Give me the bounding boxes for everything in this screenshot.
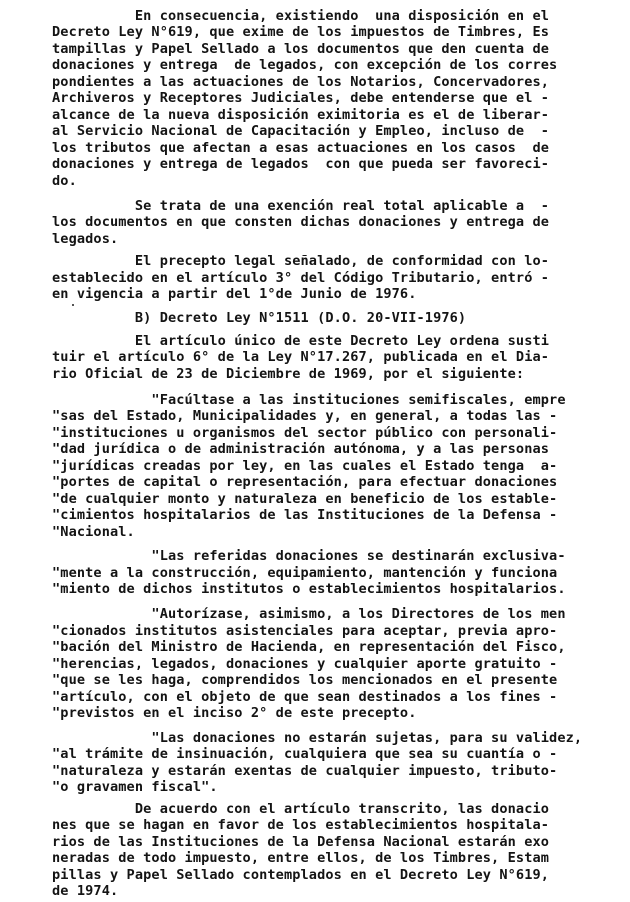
text-line: do. bbox=[52, 173, 77, 189]
text-line: legados. bbox=[52, 231, 119, 247]
quote-line: "instituciones u organismos del sector público con personali- bbox=[52, 425, 558, 441]
text-line: El artículo único de este Decreto Ley ordena susti bbox=[52, 333, 550, 349]
quote-line: "Las donaciones no estarán sujetas, para su validez, bbox=[52, 730, 583, 746]
quote-line: "cimientos hospitalarios de las Instituciones de la Defensa - bbox=[52, 507, 558, 523]
quote-line: "mente a la construcción, equipamiento, mantención y funciona bbox=[52, 565, 558, 581]
text-line: Archiveros y Receptores Judiciales, debe entenderse que el - bbox=[52, 90, 550, 106]
text-line: donaciones y entrega de legados, con excepción de los corres bbox=[52, 57, 558, 73]
text-line: tampillas y Papel Sellado a los documentos que den cuenta de bbox=[52, 41, 550, 57]
text-line: los tributos que afectan a esas actuaciones en los casos de bbox=[52, 140, 550, 156]
quote-line: "jurídicas creadas por ley, en las cuales el Estado tenga a- bbox=[52, 458, 558, 474]
quote-line: "Facúltase a las instituciones semifiscales, empre bbox=[52, 392, 566, 408]
text-line: El precepto legal señalado, de conformidad con lo- bbox=[52, 253, 550, 269]
text-line: los documentos en que consten dichas donaciones y entrega de bbox=[52, 214, 550, 230]
quote-line: "miento de dichos institutos o establecimientos hospitalarios. bbox=[52, 581, 566, 597]
quote-line: "sas del Estado, Municipalidades y, en general, a todas las - bbox=[52, 408, 558, 424]
quote-line: "de cualquier monto y naturaleza en beneficio de los estable- bbox=[52, 491, 558, 507]
quote-line: "cionados institutos asistenciales para aceptar, previa apro- bbox=[52, 623, 558, 639]
margin-mark bbox=[72, 304, 74, 306]
quote-line: "previstos en el inciso 2° de este precepto. bbox=[52, 705, 417, 721]
text-line: En consecuencia, existiendo una disposición en el bbox=[52, 8, 550, 24]
text-line: al Servicio Nacional de Capacitación y Empleo, incluso de - bbox=[52, 123, 550, 139]
quote-line: "Nacional. bbox=[52, 524, 135, 540]
text-line: pillas y Papel Sellado contemplados en el Decreto Ley N°619, bbox=[52, 867, 550, 883]
text-line: tuir el artículo 6° de la Ley N°17.267, publicada en el Dia- bbox=[52, 349, 550, 365]
quote-line: "al trámite de insinuación, cualquiera que sea su cuantía o - bbox=[52, 746, 558, 762]
text-line: Decreto Ley N°619, que exime de los impuestos de Timbres, Es bbox=[52, 24, 550, 40]
text-line: de 1974. bbox=[52, 883, 119, 899]
quote-line: "dad jurídica o de administración autónoma, y a las personas bbox=[52, 441, 550, 457]
section-heading: B) Decreto Ley N°1511 (D.O. 20-VII-1976) bbox=[52, 310, 467, 326]
text-line: alcance de la nueva disposición eximitoria es el de liberar- bbox=[52, 107, 550, 123]
text-line: establecido en el artículo 3° del Código Tributario, entró - bbox=[52, 270, 550, 286]
quote-line: "bación del Ministro de Hacienda, en representación del Fisco, bbox=[52, 639, 566, 655]
quote-line: "artículo, con el objeto de que sean destinados a los fines - bbox=[52, 689, 558, 705]
quote-line: "Las referidas donaciones se destinarán exclusiva- bbox=[52, 548, 566, 564]
quote-line: "portes de capital o representación, para efectuar donaciones bbox=[52, 474, 558, 490]
quote-line: "herencias, legados, donaciones y cualquier aporte gratuito - bbox=[52, 656, 558, 672]
text-line: pondientes a las actuaciones de los Notarios, Concervadores, bbox=[52, 74, 550, 90]
quote-line: "que se les haga, comprendidos los mencionados en el presente bbox=[52, 672, 558, 688]
text-line: donaciones y entrega de legados con que pueda ser favoreci- bbox=[52, 156, 550, 172]
text-line: rios de las Instituciones de la Defensa Nacional estarán exo bbox=[52, 834, 550, 850]
text-line: De acuerdo con el artículo transcrito, las donacio bbox=[52, 801, 550, 817]
quote-line: "o gravamen fiscal". bbox=[52, 779, 218, 795]
quote-line: "Autorízase, asimismo, a los Directores de los men bbox=[52, 606, 566, 622]
text-line: Se trata de una exención real total aplicable a - bbox=[52, 198, 550, 214]
quote-line: "naturaleza y estarán exentas de cualquier impuesto, tributo- bbox=[52, 763, 558, 779]
text-line: en vigencia a partir del 1°de Junio de 1976. bbox=[52, 286, 417, 302]
text-line: neradas de todo impuesto, entre ellos, de los Timbres, Estam bbox=[52, 850, 550, 866]
text-line: rio Oficial de 23 de Diciembre de 1969, por el siguiente: bbox=[52, 366, 525, 382]
text-line: nes que se hagan en favor de los establecimientos hospitala- bbox=[52, 817, 550, 833]
